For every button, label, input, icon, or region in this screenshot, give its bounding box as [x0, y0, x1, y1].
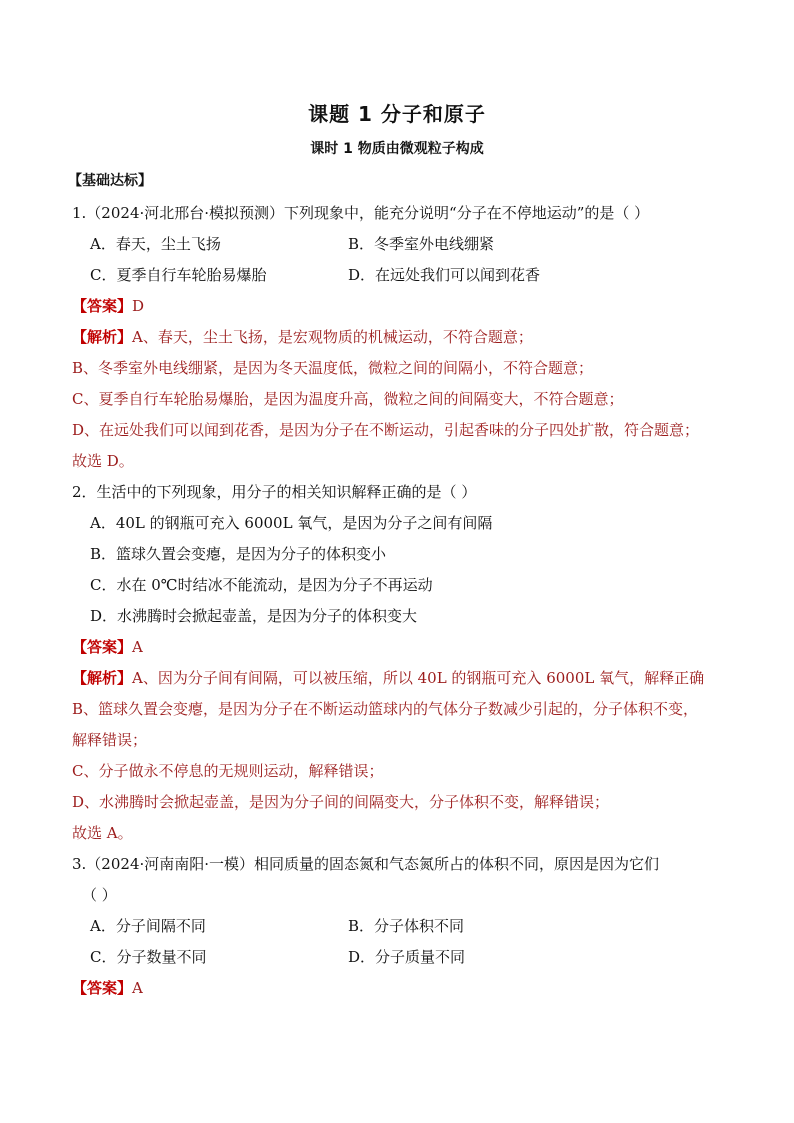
question-1-explanation-4: D、在远处我们可以闻到花香，是因为分子在不断运动，引起香味的分子四处扩散，符合题意；: [72, 421, 700, 439]
question-2-stem: 2．生活中的下列现象，用分子的相关知识解释正确的是（ ）: [72, 483, 477, 501]
question-2-option-b: B．篮球久置会变瘪，是因为分子的体积变小: [90, 545, 387, 563]
answer-label: 【答案】: [72, 297, 133, 315]
question-1-conclusion: 故选 D。: [72, 452, 134, 470]
page-title: 课题 1 分子和原子: [308, 102, 486, 126]
answer-label: 【答案】: [72, 979, 133, 997]
question-3-stem: 3.（2024·河南南阳·一模）相同质量的固态氮和气态氮所占的体积不同，原因是因为它们: [72, 855, 660, 873]
question-3-options-row-1: [72, 911, 732, 942]
question-1-option-d: D．在远处我们可以闻到花香: [348, 266, 541, 284]
answer-value: D: [132, 297, 145, 315]
question-2-explanation-2-cont: 解释错误；: [72, 731, 148, 749]
question-2-option-a: A．40L 的钢瓶可充入 6000L 氧气，是因为分子之间有间隔: [90, 514, 493, 532]
question-1-option-a: A．春天，尘土飞扬: [90, 235, 221, 253]
question-3-stem-cont: （ ）: [82, 886, 117, 904]
question-3-option-c: C．分子数量不同: [90, 948, 207, 966]
question-1-explanation-3: C、夏季自行车轮胎易爆胎，是因为温度升高，微粒之间的间隔变大，不符合题意；: [72, 390, 624, 408]
question-3-option-b: B．分子体积不同: [348, 917, 465, 935]
explanation-label: 【解析】: [72, 669, 133, 687]
question-1-option-b: B．冬季室外电线绷紧: [348, 235, 495, 253]
page-subtitle: 课时 1 物质由微观粒子构成: [310, 141, 484, 157]
explanation-text: A、因为分子间有间隔，可以被压缩，所以 40L 的钢瓶可充入 6000L 氧气，解释正确: [132, 669, 705, 687]
question-2-option-c: C．水在 0℃时结冰不能流动，是因为分子不再运动: [90, 576, 433, 594]
question-2-answer: [72, 632, 732, 663]
section-heading: 【基础达标】: [68, 173, 152, 189]
question-2-explanation-3: C、分子做永不停息的无规则运动，解释错误；: [72, 762, 384, 780]
question-2-explanation-2: B、篮球久置会变瘪，是因为分子在不断运动篮球内的气体分子数减少引起的，分子体积不变，: [72, 700, 699, 718]
question-1-explanation-2: B、冬季室外电线绷紧，是因为冬天温度低，微粒之间的间隔小，不符合题意；: [72, 359, 594, 377]
explanation-text: A、春天，尘土飞扬，是宏观物质的机械运动，不符合题意；: [132, 328, 533, 346]
question-1-stem: 1.（2024·河北邢台·模拟预测）下列现象中，能充分说明“分子在不停地运动”的是（ ）: [72, 204, 650, 222]
question-1-explanation-1: [72, 322, 732, 353]
question-1-options-row-2: [72, 260, 732, 291]
question-2-explanation-4: D、水沸腾时会掀起壶盖，是因为分子间的间隔变大，分子体积不变，解释错误；: [72, 793, 610, 811]
answer-value: A: [132, 638, 143, 656]
question-2-option-d: D．水沸腾时会掀起壶盖，是因为分子的体积变大: [90, 607, 418, 625]
question-3-answer: [72, 973, 732, 1004]
question-list: [72, 198, 732, 1004]
question-1-option-c: C．夏季自行车轮胎易爆胎: [90, 266, 267, 284]
question-2-explanation-1: [72, 663, 732, 694]
question-3-options-row-2: [72, 942, 732, 973]
question-3-option-d: D．分子质量不同: [348, 948, 466, 966]
question-1-answer: [72, 291, 732, 322]
explanation-label: 【解析】: [72, 328, 133, 346]
answer-value: A: [132, 979, 143, 997]
question-3-option-a: A．分子间隔不同: [90, 917, 206, 935]
question-1-options-row-1: [72, 229, 732, 260]
question-2-conclusion: 故选 A。: [72, 824, 133, 842]
answer-label: 【答案】: [72, 638, 133, 656]
